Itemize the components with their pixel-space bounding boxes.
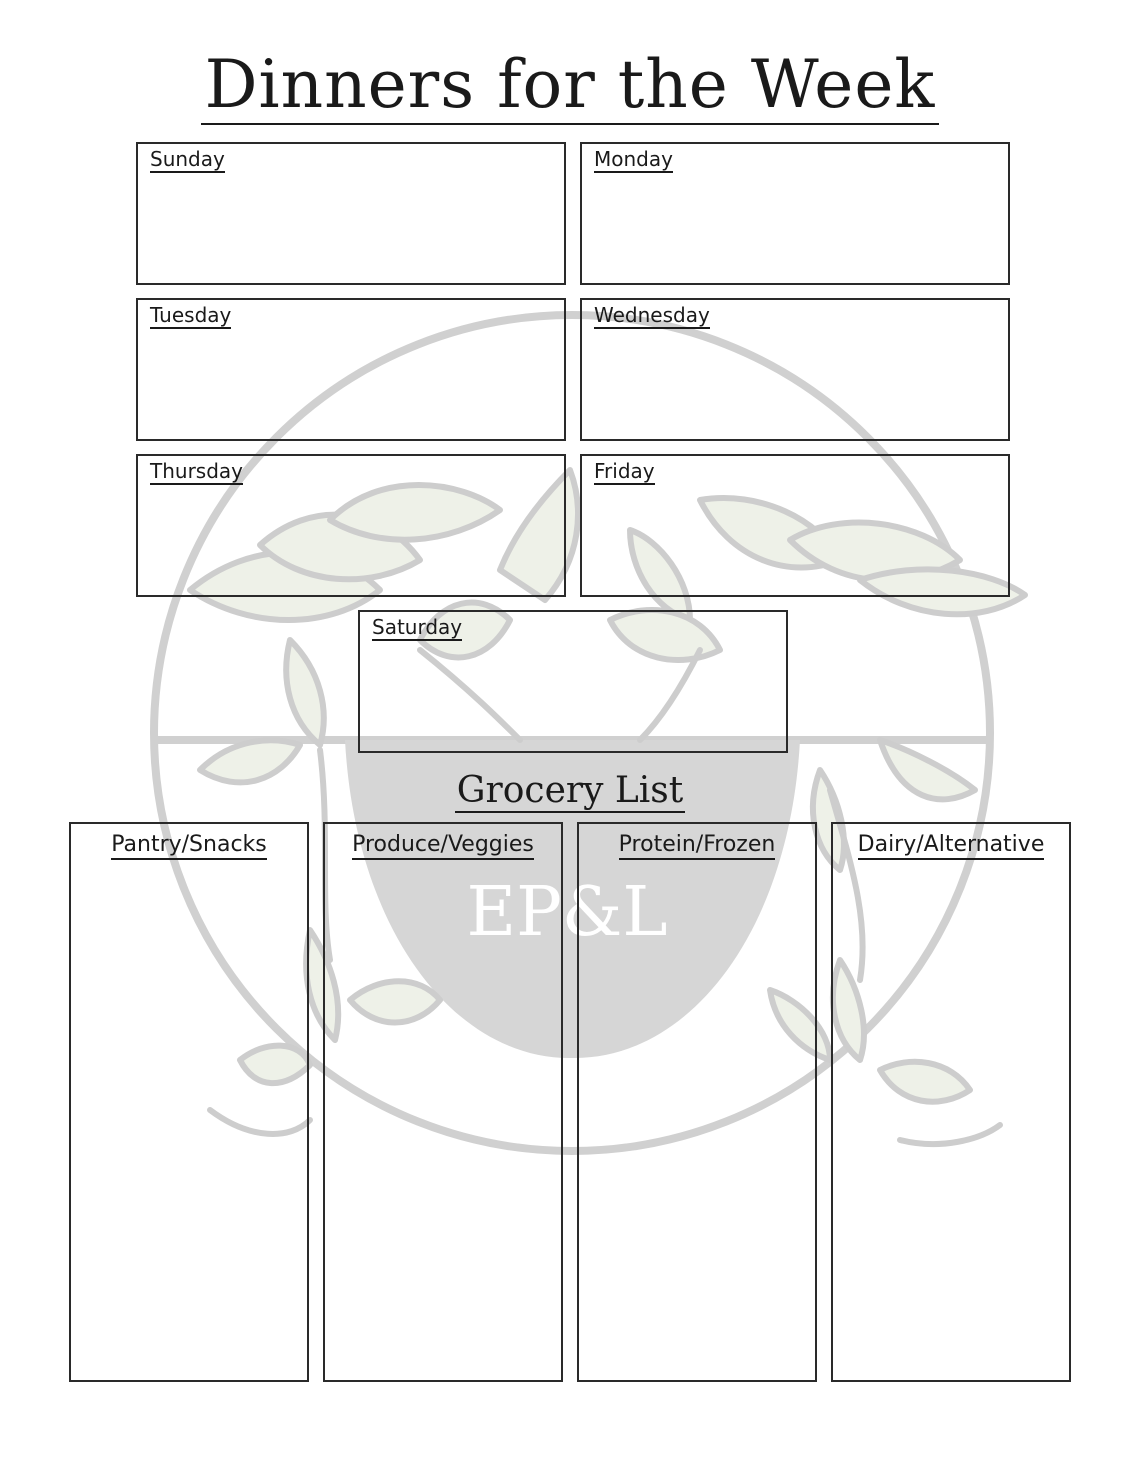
day-box-monday[interactable] [580, 142, 1010, 285]
column-header [579, 832, 815, 860]
grocery-list-heading [0, 770, 1140, 813]
day-label: Monday [594, 147, 673, 171]
day-label: Saturday [372, 615, 463, 639]
grocery-list-title: Grocery List [455, 770, 685, 813]
column-label: Produce/Veggies [352, 832, 534, 860]
page-title [0, 46, 1140, 125]
grocery-column-produce[interactable] [323, 822, 563, 1382]
day-label: Friday [594, 459, 655, 483]
column-label: Dairy/Alternative [858, 832, 1045, 860]
day-box-wednesday[interactable] [580, 298, 1010, 441]
day-label: Thursday [150, 459, 243, 483]
grocery-column-protein[interactable] [577, 822, 817, 1382]
day-box-friday[interactable] [580, 454, 1010, 597]
column-header [325, 832, 561, 860]
day-box-tuesday[interactable] [136, 298, 566, 441]
page-title-text: Dinners for the Week [201, 50, 940, 125]
column-header [71, 832, 307, 860]
column-label: Pantry/Snacks [111, 832, 267, 860]
grocery-column-dairy[interactable] [831, 822, 1071, 1382]
day-box-sunday[interactable] [136, 142, 566, 285]
day-box-thursday[interactable] [136, 454, 566, 597]
day-label: Sunday [150, 147, 225, 171]
day-label: Wednesday [594, 303, 710, 327]
column-label: Protein/Frozen [619, 832, 776, 860]
watermark-text: EP&L [466, 873, 668, 952]
day-box-saturday[interactable] [358, 610, 788, 753]
column-header [833, 832, 1069, 860]
grocery-column-pantry[interactable] [69, 822, 309, 1382]
day-label: Tuesday [150, 303, 232, 327]
